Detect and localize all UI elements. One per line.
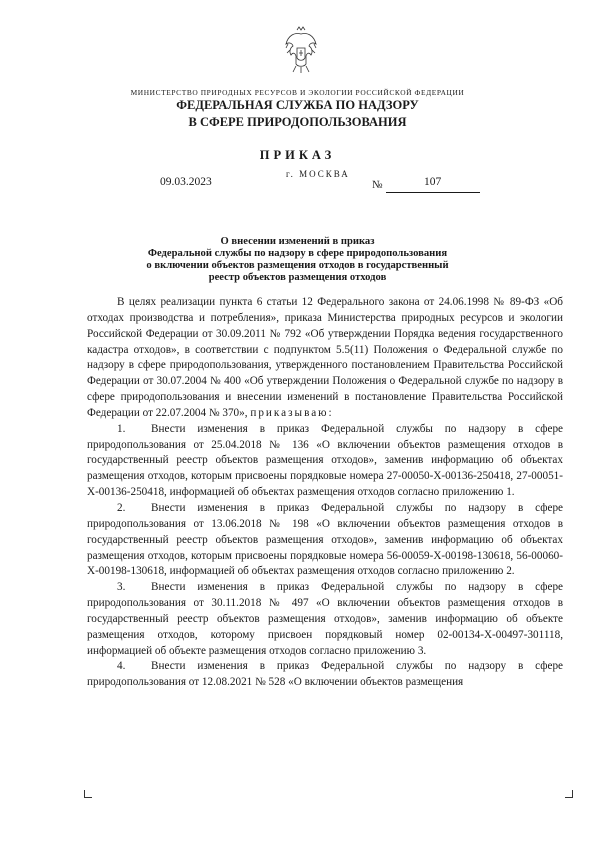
subject-line: О внесении изменений в приказ (220, 236, 375, 247)
item-text: Внести изменения в приказ Федеральной службы по надзору в сфере природопользования от 25.04.2018 № 136 «О включении объектов размещения отходов в государственный реестр объектов размещения отходов», заменив информацию об объектах размещения отходов, которым присвоены порядковые номера 27-00050-Х-00136-250418, 27-00051-Х-00136-250418, информацией об объектах размещения отходов согласно приложению 1. (87, 422, 563, 499)
item-number: 3. (117, 581, 126, 594)
order-date: 09.03.2023 (160, 176, 212, 188)
item-number: 4. (117, 660, 126, 673)
item-text: Внести изменения в приказ Федеральной службы по надзору в сфере природопользования от 30.11.2018 № 497 «О включении объектов размещения отходов в государственный реестр объектов размещения отходов», заменив информацию об объекте размещения отходов, которому присвоен порядковый номер 02-00134-Х-00497-301118, информацией об объекте размещения отходов согласно приложению 3. (87, 581, 563, 657)
subject-line: о включении объектов размещения отходов в государственный (146, 260, 449, 271)
subject-line: реестр объектов размещения отходов (208, 272, 387, 283)
order-item (87, 659, 563, 691)
number-sign: № (372, 179, 383, 191)
order-item (87, 580, 563, 659)
service-name-line2: В СФЕРЕ ПРИРОДОПОЛЬЗОВАНИЯ (188, 115, 407, 129)
service-name-line1: ФЕДЕРАЛЬНАЯ СЛУЖБА ПО НАДЗОРУ (176, 98, 419, 112)
document-type: ПРИКАЗ (259, 148, 336, 162)
order-city: г. МОСКВА (286, 169, 350, 179)
coat-of-arms-icon (284, 26, 318, 76)
preamble-paragraph (87, 295, 563, 422)
corner-mark (565, 790, 573, 798)
preamble-text: В целях реализации пункта 6 статьи 12 Федерального закона от 24.06.1998 № 89-ФЗ «Об отходах производства и потребления», приказа Министерства природных ресурсов и экологии Российской Федерации от 30.09.2011 № 792 «Об утверждении Порядка ведения государственного кадастра отходов», в соответствии с подпунктом 5.5(11) Положения о Федеральной службе по надзору в сфере природопользования, утвержденного постановлением Правительства Российской Федерации от 30.07.2004 № 400 «Об утверждении Положения о Федеральной службе по надзору в сфере природопользования и внесении изменений в постановление Правительства Российской Федерации от 22.07.2004 № 370», (87, 296, 563, 419)
subject-line: Федеральной службы по надзору в сфере природопользования (147, 248, 448, 259)
item-text: Внести изменения в приказ Федеральной службы по надзору в сфере природопользования от 13.06.2018 № 198 «О включении объектов размещения отходов в государственный реестр объектов размещения отходов», заменив информацию об объектах размещения отходов, которым присвоены порядковые номера 56-00059-Х-00198-130618, 56-00060-Х-00198-130618, информацией об объектах размещения отходов согласно приложению 2. (87, 501, 563, 578)
item-number: 2. (117, 501, 126, 514)
order-number: 107 (424, 176, 442, 188)
order-word: приказываю: (250, 406, 334, 419)
order-item (87, 422, 563, 501)
item-text: Внести изменения в приказ Федеральной службы по надзору в сфере природопользования от 12.08.2021 № 528 «О включении объектов размещения (87, 660, 563, 689)
order-item (87, 501, 563, 580)
corner-mark (84, 790, 92, 798)
item-number: 1. (117, 422, 126, 435)
number-underline (386, 192, 480, 193)
ministry-name: МИНИСТЕРСТВО ПРИРОДНЫХ РЕСУРСОВ И ЭКОЛОГИИ РОССИЙСКОЙ ФЕДЕРАЦИИ (130, 88, 465, 97)
order-body (87, 295, 563, 691)
